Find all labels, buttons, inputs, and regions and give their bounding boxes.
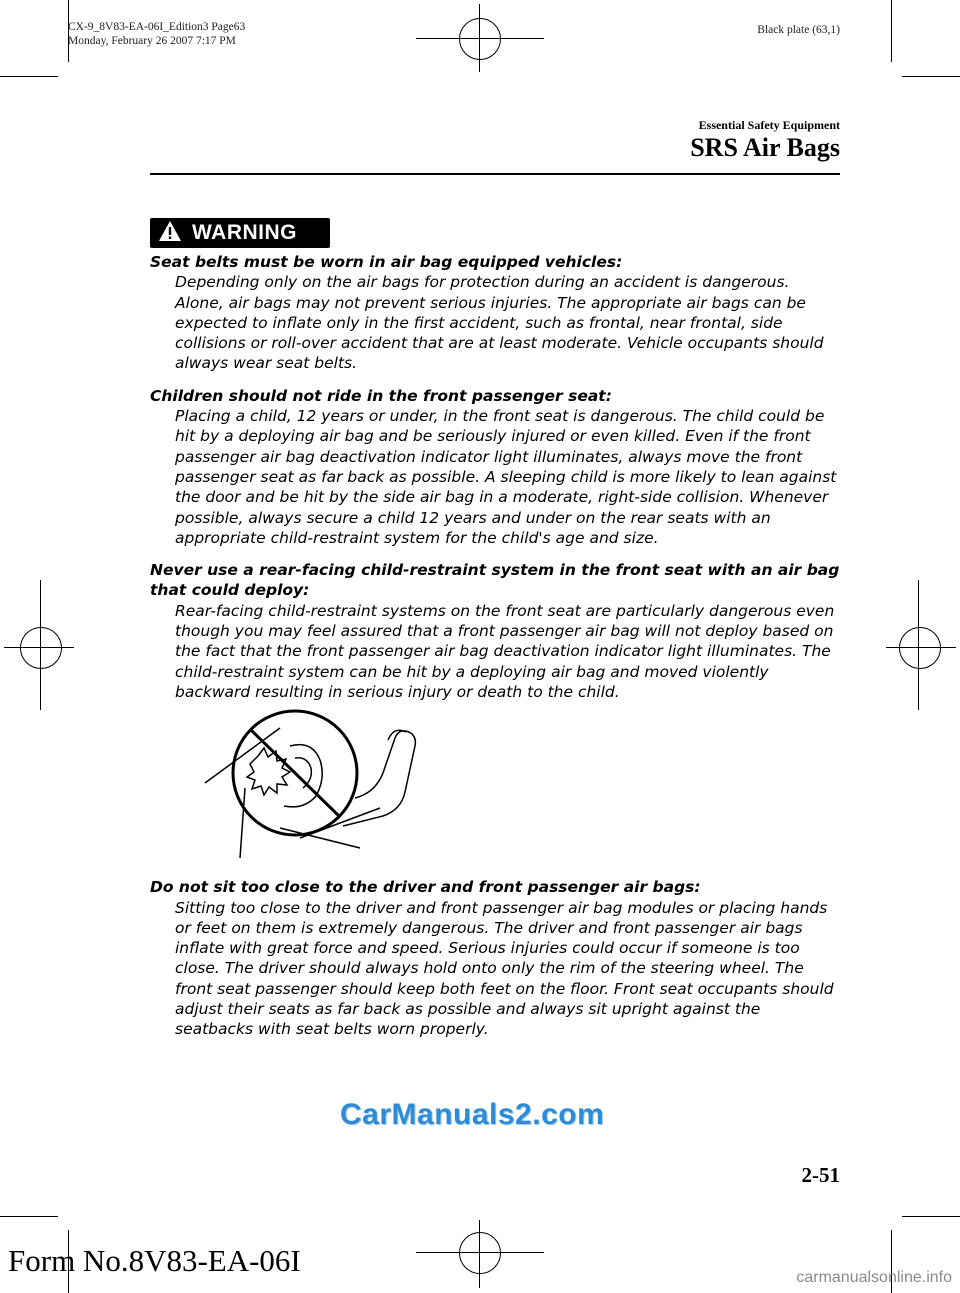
item-body: Sitting too close to the driver and front passenger air bag modules or placing hands or feet on them is extremely dangerous. The driver and front passenger air bags inflate with great force and speed. Serious injuries could occur if someone is too close. The driver should always hold onto only the rim of the steering wheel. The front seat passenger should keep both feet on the floor. Front seat occupants should adjust their seats as far back as possible and always sit upright against the seatbacks with seat belts worn properly. (175, 898, 834, 1039)
doc-line: CX-9_8V83-EA-06I_Edition3 Page63 (68, 21, 246, 33)
item-heading: Never use a rear-facing child-restraint system in the front seat with an air bag that could deploy: (150, 561, 840, 600)
item-heading: Children should not ride in the front passenger seat: (150, 386, 612, 405)
form-number: Form No.8V83-EA-06I (8, 1243, 301, 1278)
warning-item (150, 386, 840, 548)
no-rear-facing-seat-icon (150, 708, 840, 863)
header-rule (150, 173, 840, 175)
warning-item (150, 252, 840, 374)
plate-label: Black plate (63,1) (757, 24, 840, 36)
item-body: Placing a child, 12 years or under, in the front seat is dangerous. The child could be hit by a deploying air bag and be seriously injured or even killed. Even if the front passenger air bag deactivation indicator light illuminates, always move the front passenger seat as far back as possible. A sleeping child is more likely to lean against the door and be hit by the side air bag in a moderate, right-side collision. Whenever possible, always secure a child 12 years and under on the rear seats with an appropriate child-restraint system for the child's age and size. (175, 407, 837, 547)
warning-banner (150, 218, 330, 248)
warning-item (150, 560, 840, 702)
page-number: 2-51 (801, 1163, 840, 1187)
warning-item (150, 877, 840, 1039)
prohibition-illustration (150, 708, 840, 863)
warning-content (150, 252, 840, 1052)
item-heading: Seat belts must be worn in air bag equipped vehicles: (150, 253, 623, 271)
section-label: Essential Safety Equipment (698, 118, 840, 132)
date-line: Monday, February 26 2007 7:17 PM (68, 35, 236, 47)
watermark: CarManuals2.com (340, 1098, 605, 1131)
item-body: Rear-facing child-restraint systems on the front seat are particularly dangerous even though you may feel assured that a front passenger air bag will not deploy based on the fact that the front passenger air bag deactivation indicator light illuminates. The child-restraint system can be hit by a deploying air bag and moved violently backward resulting in serious injury or death to the child. (175, 601, 835, 701)
print-job-info (68, 20, 245, 48)
warning-label: WARNING (192, 221, 297, 244)
page-title: SRS Air Bags (690, 133, 840, 162)
item-body: Depending only on the air bags for protection during an accident is dangerous. Alone, air bags may not prevent serious injuries. The appropriate air bags can be expected to inflate only in the first accident, such as frontal, near frontal, side collisions or roll-over accident that are at least moderate. Vehicle occupants should always wear seat belts. (175, 273, 824, 373)
item-heading: Do not sit too close to the driver and front passenger air bags: (150, 878, 701, 897)
site-watermark: carmanualsonline.info (796, 1269, 952, 1286)
warning-icon (158, 220, 182, 246)
